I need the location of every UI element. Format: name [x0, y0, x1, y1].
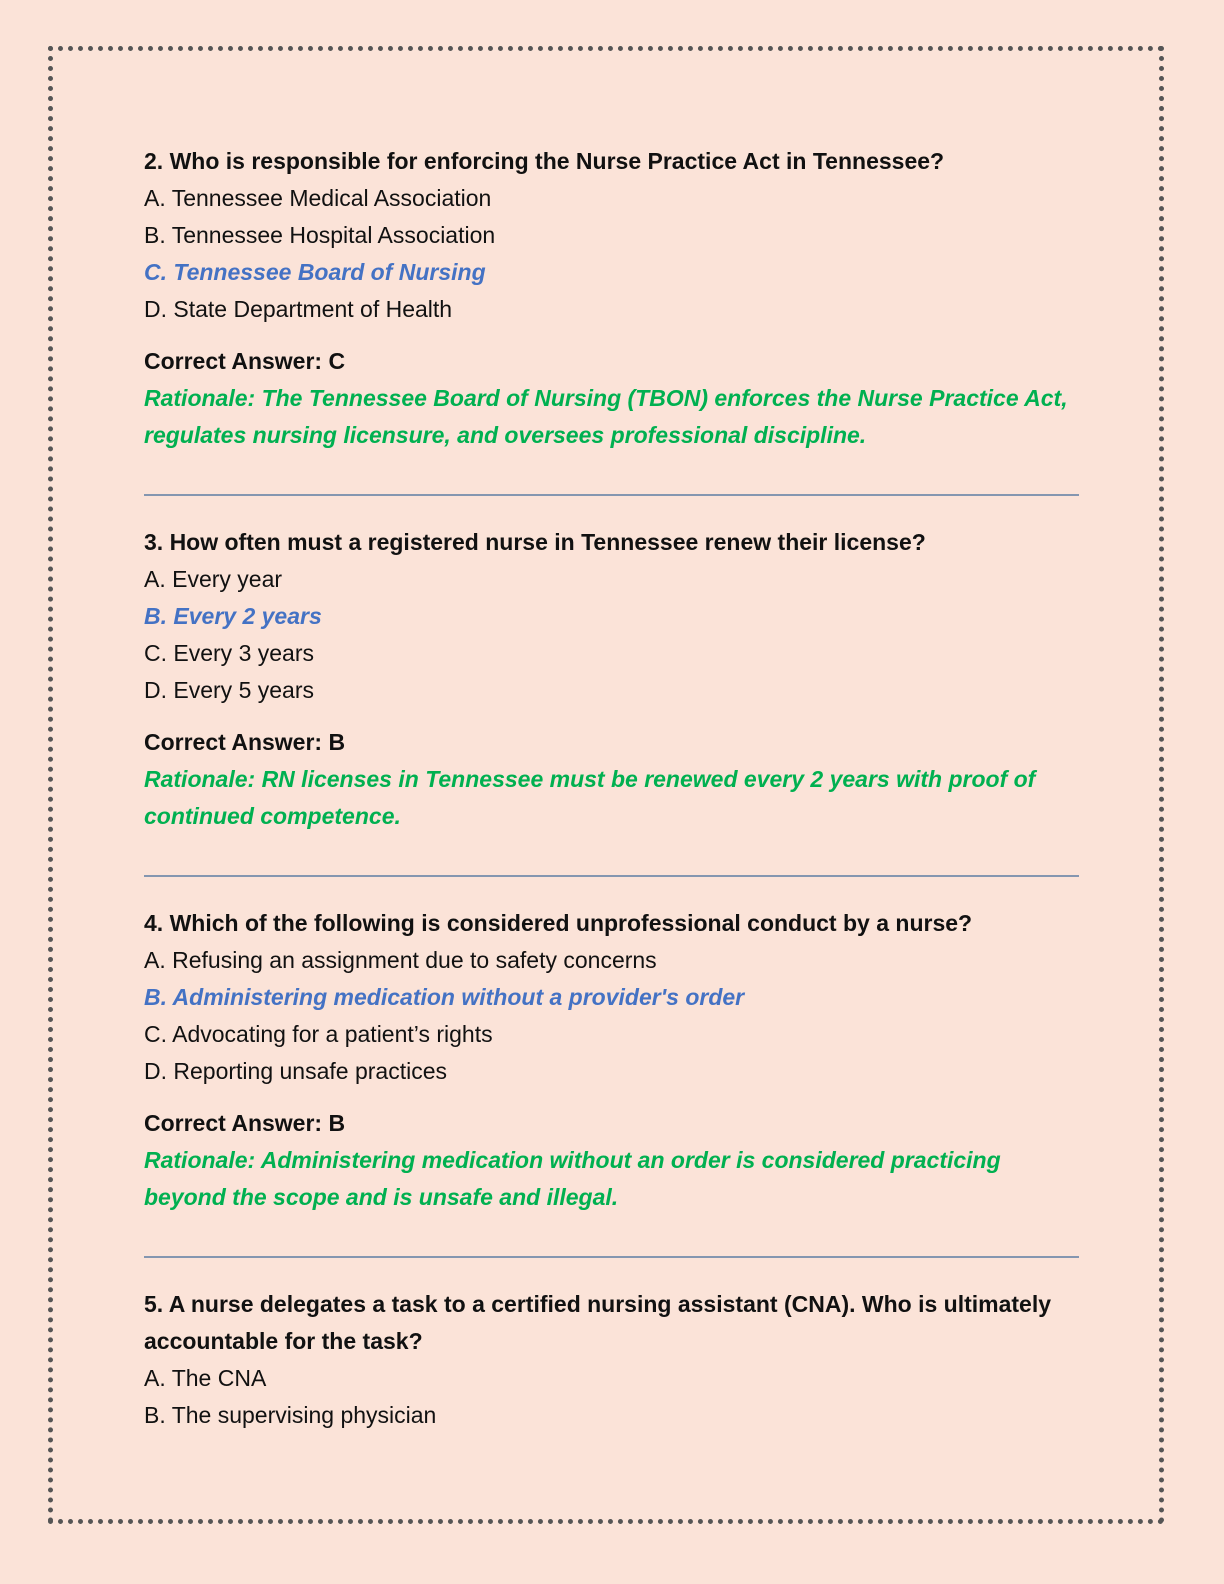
question-block-5	[144, 1286, 1079, 1434]
question-text: 5. A nurse delegates a task to a certified nursing assistant (CNA). Who is ultimately accountable for the task?	[144, 1291, 1052, 1354]
question-text: 4. Which of the following is considered unprofessional conduct by a nurse?	[144, 910, 973, 936]
option-b-correct: B. Administering medication without a provider's order	[144, 984, 745, 1010]
question-block-2	[144, 143, 1079, 454]
option-c-correct: C. Tennessee Board of Nursing	[144, 259, 486, 285]
section-divider	[144, 494, 1079, 496]
document-content	[144, 143, 1079, 1434]
correct-answer: Correct Answer: B	[144, 729, 346, 755]
option-a: A. Refusing an assignment due to safety concerns	[144, 947, 657, 973]
option-d: D. State Department of Health	[144, 296, 453, 322]
option-d: D. Reporting unsafe practices	[144, 1058, 447, 1084]
section-divider	[144, 875, 1079, 877]
option-a: A. The CNA	[144, 1365, 267, 1391]
option-a: A. Tennessee Medical Association	[144, 185, 492, 211]
question-block-4	[144, 905, 1079, 1216]
option-d: D. Every 5 years	[144, 677, 314, 703]
rationale-text: Rationale: Administering medication without an order is considered practicing beyond the scope and is unsafe and illegal.	[144, 1147, 1001, 1210]
correct-answer: Correct Answer: B	[144, 1110, 346, 1136]
option-a: A. Every year	[144, 566, 283, 592]
question-text: 3. How often must a registered nurse in Tennessee renew their license?	[144, 529, 926, 555]
rationale-text: Rationale: The Tennessee Board of Nursing (TBON) enforces the Nurse Practice Act, regulates nursing licensure, and oversees professional discipline.	[144, 385, 1068, 448]
rationale-text: Rationale: RN licenses in Tennessee must be renewed every 2 years with proof of continued competence.	[144, 766, 1036, 829]
option-b: B. The supervising physician	[144, 1402, 437, 1428]
option-b-correct: B. Every 2 years	[144, 603, 322, 629]
correct-answer: Correct Answer: C	[144, 348, 346, 374]
question-block-3	[144, 524, 1079, 835]
option-c: C. Advocating for a patient’s rights	[144, 1021, 493, 1047]
section-divider	[144, 1256, 1079, 1258]
option-c: C. Every 3 years	[144, 640, 314, 666]
option-b: B. Tennessee Hospital Association	[144, 222, 496, 248]
question-text: 2. Who is responsible for enforcing the Nurse Practice Act in Tennessee?	[144, 148, 945, 174]
